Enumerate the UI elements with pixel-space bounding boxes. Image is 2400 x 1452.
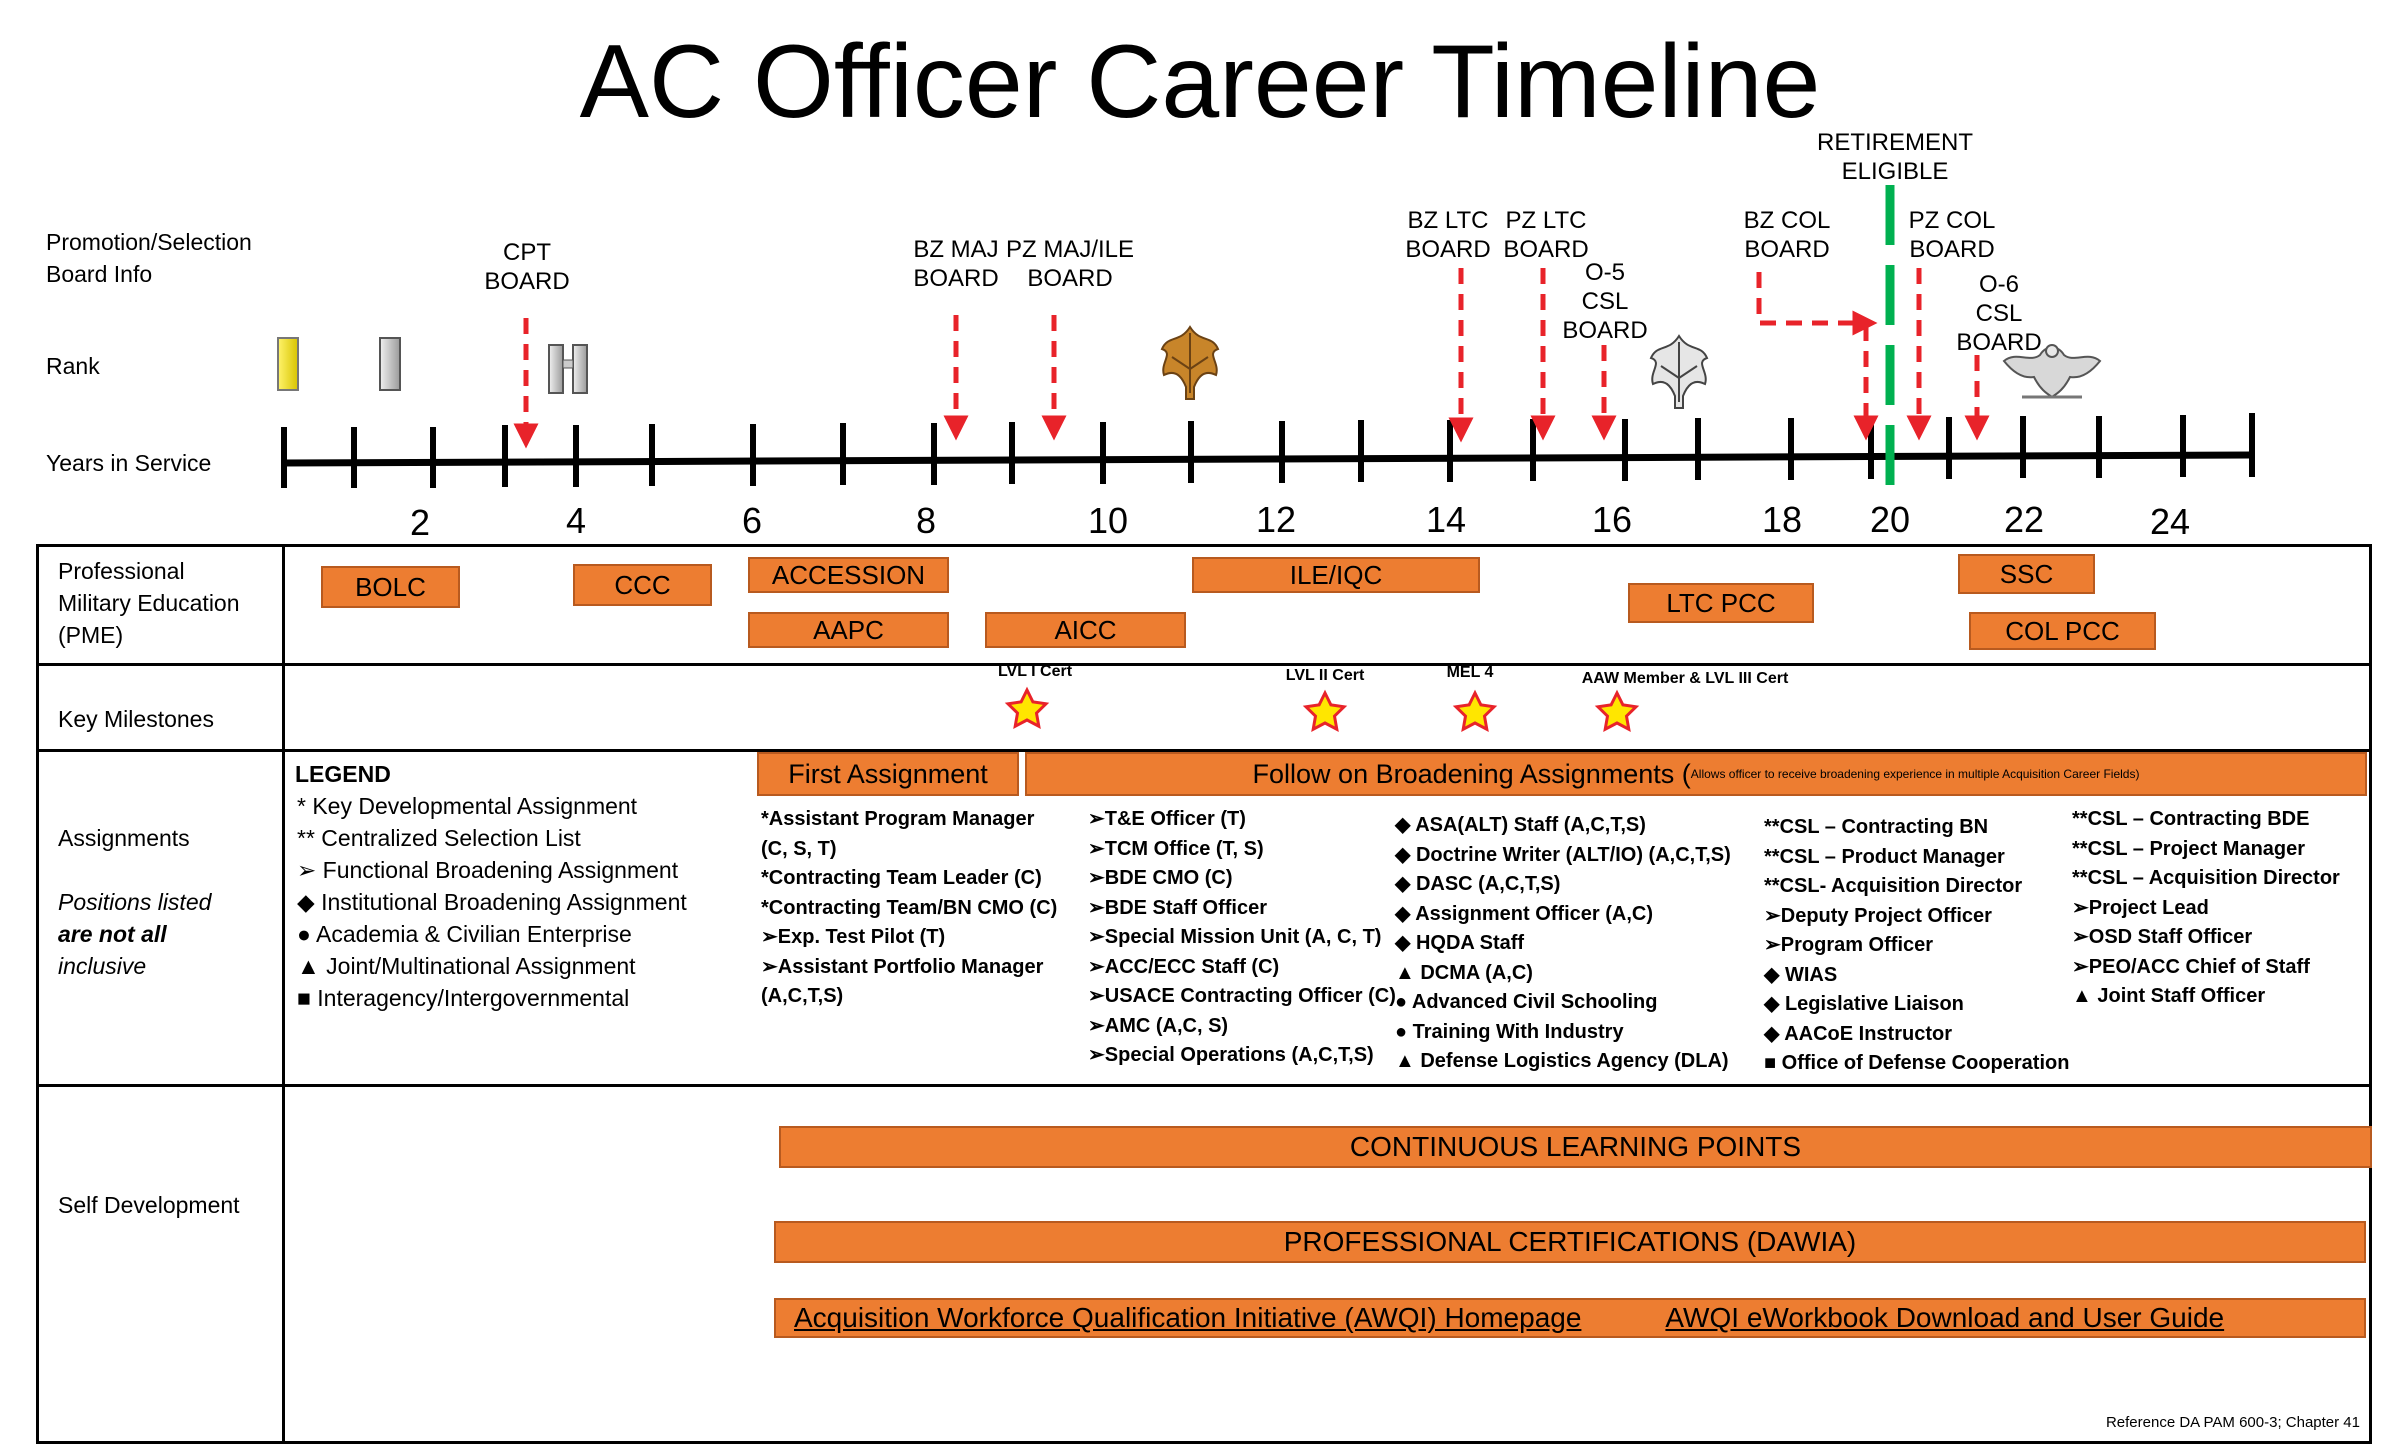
board-pz-maj-ile: PZ MAJ/ILE BOARD xyxy=(1005,236,1135,292)
follow-on-note: Allows officer to receive broadening experience in multiple Acquisition Career Fields) xyxy=(1690,767,2140,781)
assignment-item: ■ Office of Defense Cooperation xyxy=(1764,1052,2070,1074)
board-bz-col: BZ COL BOARD xyxy=(1743,207,1831,263)
years-row-label: Years in Service xyxy=(46,450,212,476)
legend-item: ➢ Functional Broadening Assignment xyxy=(297,857,679,883)
assignment-item: *Assistant Program Manager xyxy=(761,808,1035,830)
board-cpt: CPT BOARD xyxy=(484,239,570,295)
assignment-item: ➢Exp. Test Pilot (T) xyxy=(761,926,946,948)
year-label: 20 xyxy=(1869,499,1911,540)
board-pz-ltc: PZ LTC BOARD xyxy=(1503,207,1589,263)
assignment-item: **CSL – Product Manager xyxy=(1764,845,2005,868)
assignment-item: (C, S, T) xyxy=(761,837,837,860)
assignment-column-3 xyxy=(1395,811,1731,1077)
assignment-item: **CSL – Contracting BN xyxy=(1764,816,1989,838)
awqi-links-bar xyxy=(774,1298,2366,1338)
rank-1lt-icon xyxy=(380,338,400,390)
assignment-item: ➢T&E Officer (T) xyxy=(1088,808,1246,830)
follow-on-title: Follow on Broadening Assignments ( xyxy=(1252,758,1691,789)
assignment-item: ➢Program Officer xyxy=(1764,934,1934,956)
pme-ltc-pcc: LTC PCC xyxy=(1628,583,1814,623)
self-development-row-label: Self Development xyxy=(58,1192,240,1218)
legend-title: LEGEND xyxy=(295,761,391,787)
assignment-item: ● Training With Industry xyxy=(1395,1020,1624,1043)
year-label: 2 xyxy=(409,502,431,543)
table-row-divider xyxy=(36,1084,2372,1087)
assignment-item: ◆ DASC (A,C,T,S) xyxy=(1395,873,1561,895)
assignment-item: ➢Assistant Portfolio Manager xyxy=(761,955,1044,978)
year-label: 16 xyxy=(1591,499,1633,540)
assignment-item: ➢TCM Office (T, S) xyxy=(1088,837,1264,860)
rank-row-label: Rank xyxy=(46,353,100,379)
assignment-item: ◆ HQDA Staff xyxy=(1395,932,1525,954)
promotion-row-label: Promotion/Selection Board Info xyxy=(46,229,252,287)
milestone-stars xyxy=(0,680,2400,740)
continuous-learning-points-bar: CONTINUOUS LEARNING POINTS xyxy=(779,1126,2372,1168)
assignment-item: ➢AMC (A,C, S) xyxy=(1088,1014,1229,1037)
year-label: 22 xyxy=(2003,499,2045,540)
star-icon xyxy=(1306,693,1344,729)
board-o5-csl: O-5 CSL BOARD xyxy=(1562,259,1648,344)
assignment-item: ◆ Doctrine Writer (ALT/IO) (A,C,T,S) xyxy=(1395,843,1731,866)
pme-row-label: Professional Military Education (PME) xyxy=(58,558,240,648)
rank-maj-icon xyxy=(1162,327,1218,399)
year-label: 4 xyxy=(565,500,587,541)
board-arrows xyxy=(526,268,1977,436)
table-column-divider xyxy=(282,544,285,1444)
assignment-item: ➢OSD Staff Officer xyxy=(2072,926,2253,948)
pme-aapc: AAPC xyxy=(748,612,949,648)
year-label: 12 xyxy=(1255,499,1297,540)
milestone-lvl2-label: LVL II Cert xyxy=(1285,667,1365,684)
assignment-item: (A,C,T,S) xyxy=(761,985,844,1007)
assignments-row-label: Assignments xyxy=(58,825,190,851)
legend-item: ◆ Institutional Broadening Assignment xyxy=(297,889,687,915)
board-o6-csl: O-6 CSL BOARD xyxy=(1956,271,2042,356)
year-label: 6 xyxy=(741,500,763,541)
assignment-item: **CSL – Project Manager xyxy=(2072,837,2306,860)
year-label: 18 xyxy=(1761,499,1803,540)
milestone-lvl1-label: LVL I Cert xyxy=(997,663,1073,680)
assignments-note: are not all xyxy=(58,921,167,947)
assignment-item: **CSL- Acquisition Director xyxy=(1764,875,2023,897)
assignment-item: **CSL – Acquisition Director xyxy=(2072,867,2340,889)
legend-item: ● Academia & Civilian Enterprise xyxy=(297,921,632,947)
first-assignment-header: First Assignment xyxy=(757,752,1019,796)
assignment-column-1 xyxy=(761,805,1057,1012)
assignment-item: ◆ AACoE Instructor xyxy=(1764,1022,1952,1045)
awqi-homepage-link[interactable]: Acquisition Workforce Qualification Initiative (AWQI) Homepage xyxy=(794,1302,1582,1333)
assignment-item: ➢ACC/ECC Staff (C) xyxy=(1088,955,1280,978)
pme-aicc: AICC xyxy=(985,612,1186,648)
follow-on-assignments-header xyxy=(1025,752,2367,796)
table-row-divider xyxy=(36,663,2372,666)
pme-bolc: BOLC xyxy=(321,566,460,608)
assignment-item: ➢USACE Contracting Officer (C) xyxy=(1088,985,1396,1007)
timeline-ticks xyxy=(284,413,2252,488)
rank-cpt-icon xyxy=(549,345,587,393)
reference-note: Reference DA PAM 600-3; Chapter 41 xyxy=(2105,1414,2360,1431)
rank-ltc-icon xyxy=(1651,336,1707,408)
assignments-note: inclusive xyxy=(58,953,147,979)
pme-accession: ACCESSION xyxy=(748,557,949,593)
assignment-item: ● Advanced Civil Schooling xyxy=(1395,991,1658,1013)
assignment-column-5 xyxy=(2072,805,2340,1012)
pme-ile-iqc: ILE/IQC xyxy=(1192,557,1480,593)
legend-item: ■ Interagency/Intergovernmental xyxy=(297,985,630,1011)
year-label: 10 xyxy=(1087,500,1129,541)
retirement-eligible-label: RETIREMENT ELIGIBLE xyxy=(1817,129,1973,185)
assignment-item: ➢BDE Staff Officer xyxy=(1088,896,1268,919)
assignment-item: ➢Deputy Project Officer xyxy=(1764,904,1992,927)
milestones-row-label: Key Milestones xyxy=(58,706,214,732)
assignment-item: ▲ Joint Staff Officer xyxy=(2072,985,2266,1007)
assignment-item: ▲ DCMA (A,C) xyxy=(1395,961,1533,984)
legend-item: ▲ Joint/Multinational Assignment xyxy=(297,953,636,979)
year-label: 8 xyxy=(915,500,937,541)
assignment-item: ➢Project Lead xyxy=(2072,896,2209,919)
legend-item: ** Centralized Selection List xyxy=(297,825,581,851)
assignment-item: *Contracting Team/BN CMO (C) xyxy=(761,896,1058,919)
board-bz-maj: BZ MAJ BOARD xyxy=(913,236,999,292)
legend-item: * Key Developmental Assignment xyxy=(297,793,638,819)
pme-ssc: SSC xyxy=(1958,554,2095,594)
assignment-item: ➢BDE CMO (C) xyxy=(1088,867,1233,889)
assignment-item: **CSL – Contracting BDE xyxy=(2072,808,2310,830)
star-icon xyxy=(1456,693,1494,729)
board-bz-ltc: BZ LTC BOARD xyxy=(1405,207,1491,263)
assignment-item: ➢Special Mission Unit (A, C, T) xyxy=(1088,926,1382,948)
milestone-mel4-label: MEL 4 xyxy=(1446,664,1494,681)
assignment-item: ◆ ASA(ALT) Staff (A,C,T,S) xyxy=(1395,814,1646,836)
assignment-item: ◆ WIAS xyxy=(1764,963,1838,986)
page-title: AC Officer Career Timeline xyxy=(579,24,1821,140)
assignment-item: ➢Special Operations (A,C,T,S) xyxy=(1088,1044,1374,1066)
assignment-item: ◆ Legislative Liaison xyxy=(1764,993,1964,1015)
professional-certifications-bar: PROFESSIONAL CERTIFICATIONS (DAWIA) xyxy=(774,1221,2366,1263)
awqi-eworkbook-link[interactable]: AWQI eWorkbook Download and User Guide xyxy=(1665,1302,2225,1333)
star-icon xyxy=(1008,690,1046,726)
assignment-item: *Contracting Team Leader (C) xyxy=(761,867,1042,889)
pme-col-pcc: COL PCC xyxy=(1969,612,2156,650)
assignments-note: Positions listed xyxy=(58,889,212,915)
assignment-item: ➢PEO/ACC Chief of Staff xyxy=(2072,955,2310,978)
rank-2lt-icon xyxy=(278,338,298,390)
year-label: 24 xyxy=(2149,501,2191,542)
assignment-column-4 xyxy=(1764,813,2069,1079)
milestone-aaw-label: AAW Member & LVL III Cert xyxy=(1581,670,1789,687)
year-label: 14 xyxy=(1425,499,1467,540)
assignment-item: ◆ Assignment Officer (A,C) xyxy=(1395,902,1653,925)
assignment-column-2 xyxy=(1088,805,1396,1071)
pme-ccc: CCC xyxy=(573,564,712,606)
board-pz-col: PZ COL BOARD xyxy=(1908,207,1996,263)
assignment-item: ▲ Defense Logistics Agency (DLA) xyxy=(1395,1050,1729,1072)
star-icon xyxy=(1598,693,1636,729)
